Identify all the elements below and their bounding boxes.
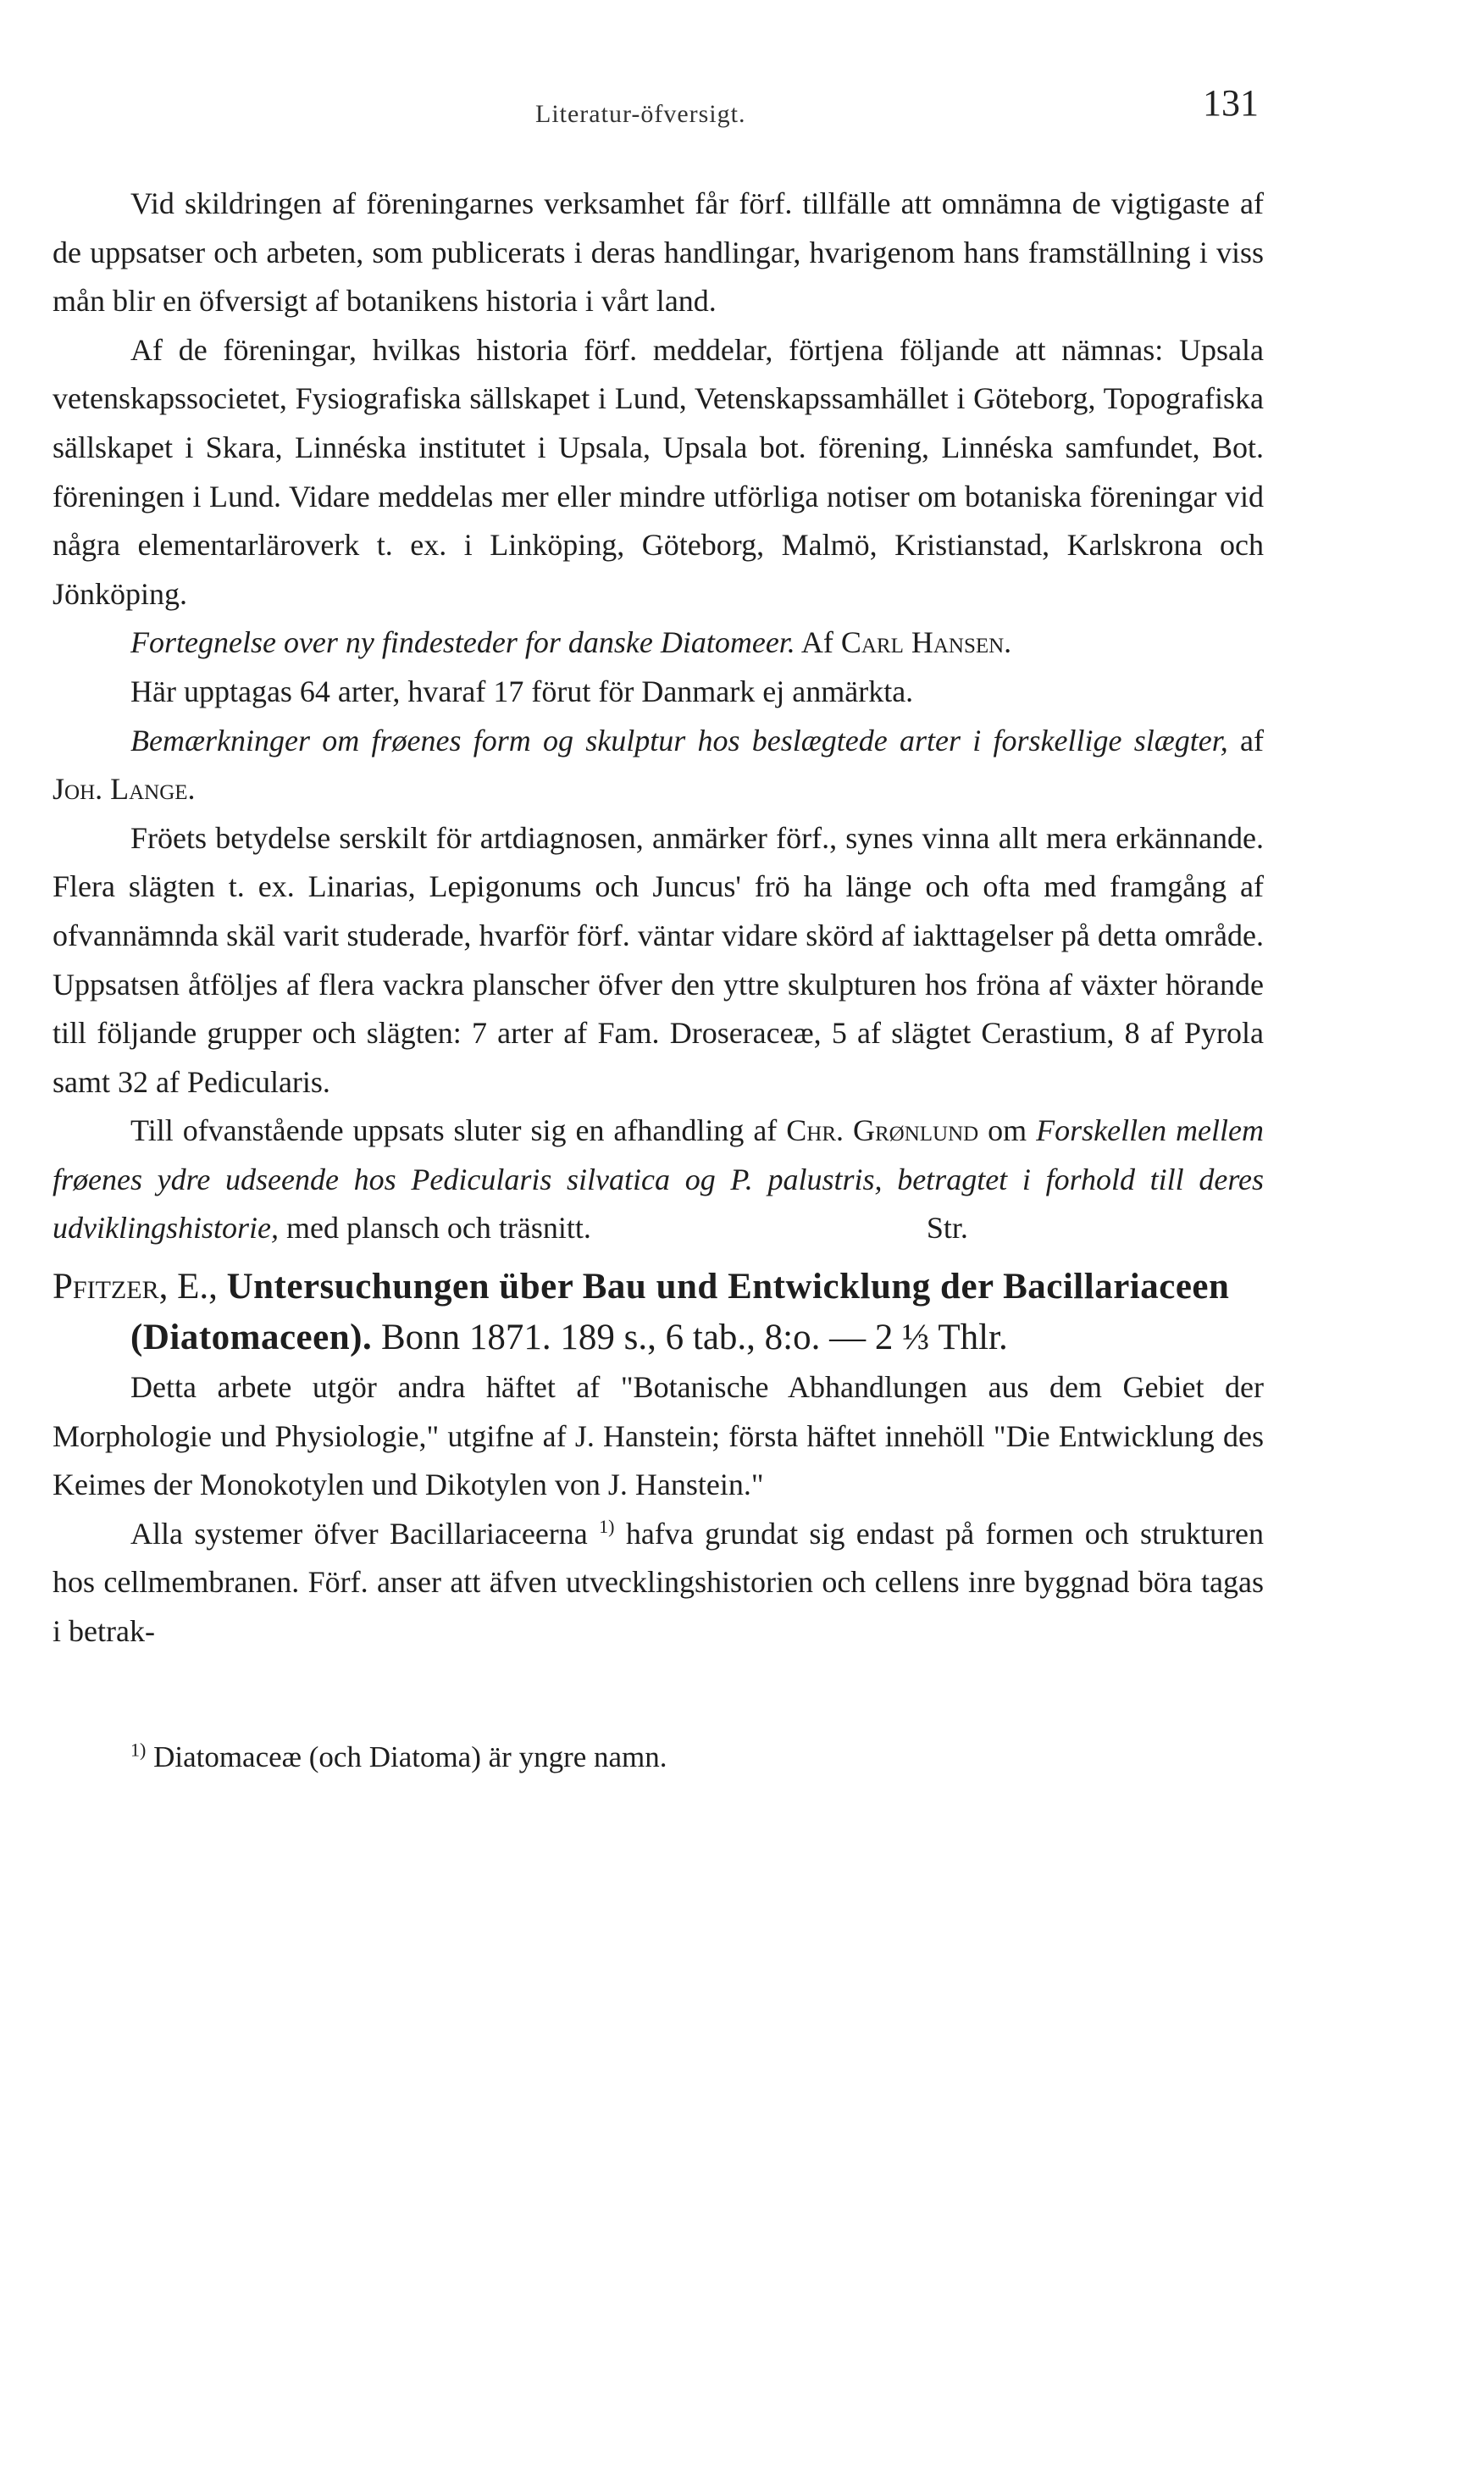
page-number: 131 [1203, 82, 1259, 124]
author-name: Chr. Grønlund [786, 1113, 979, 1148]
footnotes [53, 1733, 1264, 1782]
footnote [53, 1733, 1264, 1782]
paragraph-gronlund [53, 1107, 1264, 1253]
footnote-ref: 1) [599, 1515, 615, 1537]
reviewer-signature: Str. [926, 1211, 968, 1246]
paragraph-club-activities: Vid skildringen af föreningarnes verksamhet får förf. tillfälle att omnämna de vigtigaste af de uppsatser och arbeten, som publicerats i deras handlingar, hvarigenom hans framställning i viss mån blir en öfversigt af botanikens historia i vårt land. [53, 186, 1264, 319]
paragraph-lange-citation [53, 717, 1264, 814]
paragraph-seed-significance: Fröets betydelse serskilt för artdiagnosen, anmärker förf., synes vinna allt mera erkännande. Flera slägten t. ex. Linarias, Lepigonums och Juncus' frö ha länge och ofta med framgång af ofvannämnda skäl varit studerade, hvarför förf. väntar vidare skörd af iakttagelser på detta område. Uppsatsen åtföljes af flera vackra planscher öfver den yttre skulpturen hos fröna af växter hörande till följande grupper och slägten: 7 arter af Fam. Droseraceæ, 5 af slägtet Cerastium, 8 af Pyrola samt 32 af Pedicularis. [53, 820, 1264, 1099]
paragraph-species-count: Här upptagas 64 arter, hvaraf 17 förut för Danmark ej anmärkta. [130, 674, 914, 708]
page-body [53, 180, 1264, 1781]
page-header [53, 81, 1264, 141]
paragraph-societies: Af de föreningar, hvilkas historia förf. meddelar, förtjena följande att nämnas: Upsala vetenskapssocietet, Fysiografiska sällskapet i Lund, Vetenskapssamhället i Göteborg, Topografiska sällskapet i Skara, Linnéska institutet i Upsala, Upsala bot. förening, Linnéska samfundet, Bot. föreningen i Lund. Vidare meddelas mer eller mindre utförliga notiser om botaniska föreningar vid några elementarläroverk t. ex. i Linköping, Göteborg, Malmö, Kristianstad, Karlskrona och Jönköping. [53, 332, 1264, 611]
entry-details: Bonn 1871. 189 s., 6 tab., 8:o. — 2 ⅓ Thlr. [380, 1318, 1008, 1358]
entry-author: Pfitzer, E., [53, 1267, 218, 1307]
paragraph-hansen-citation [53, 619, 1264, 668]
footnote-mark: 1) [130, 1738, 147, 1760]
author-name: Carl Hansen. [840, 625, 1012, 660]
author-name: Joh. Lange. [53, 772, 196, 807]
entry-title: Untersuchungen über Bau und Entwicklung der Bacillariaceen (Diatomaceen). [130, 1267, 1230, 1358]
paragraph-hanstein: Detta arbete utgör andra häftet af "Botanische Abhandlungen aus dem Gebiet der Morphologie und Physiologie," utgifne af J. Hanstein; första häftet innehöll "Die Entwicklung des Keimes der Monokotylen und Dikotylen von J. Hanstein." [53, 1370, 1264, 1502]
by-word: af [1240, 723, 1265, 757]
by-word: Af [800, 625, 833, 660]
entry-heading [53, 1262, 1264, 1363]
systems-text-end: hafva grundat sig endast på formen och strukturen hos cellmembranen. Förf. anser att äfven utvecklingshistorien och cellens inre byggnad böra tagas i betrak- [53, 1516, 1265, 1649]
om-word: om [988, 1113, 1027, 1148]
footnote-text: Diatomaceæ (och Diatoma) är yngre namn. [153, 1740, 667, 1773]
work-title: Bemærkninger om frøenes form og skulptur hos beslægtede arter i forskellige slægter, [130, 723, 1228, 757]
work-title: Forskellen mellem frøenes ydre udseende hos Pedicularis silvatica og P. palustris, betragtet i forhold till deres udviklingshistorie, [53, 1113, 1265, 1246]
running-head: Literatur-öfversigt. [535, 100, 746, 128]
work-title: Fortegnelse over ny findesteder for danske Diatomeer. [130, 625, 795, 660]
lead-text: Till ofvanstående uppsats sluter sig en afhandling af [130, 1113, 778, 1148]
tail-text: med plansch och träsnitt. [285, 1211, 591, 1246]
systems-text-start: Alla systemer öfver Bacillariaceerna [130, 1516, 588, 1551]
paragraph-systems [53, 1510, 1264, 1656]
